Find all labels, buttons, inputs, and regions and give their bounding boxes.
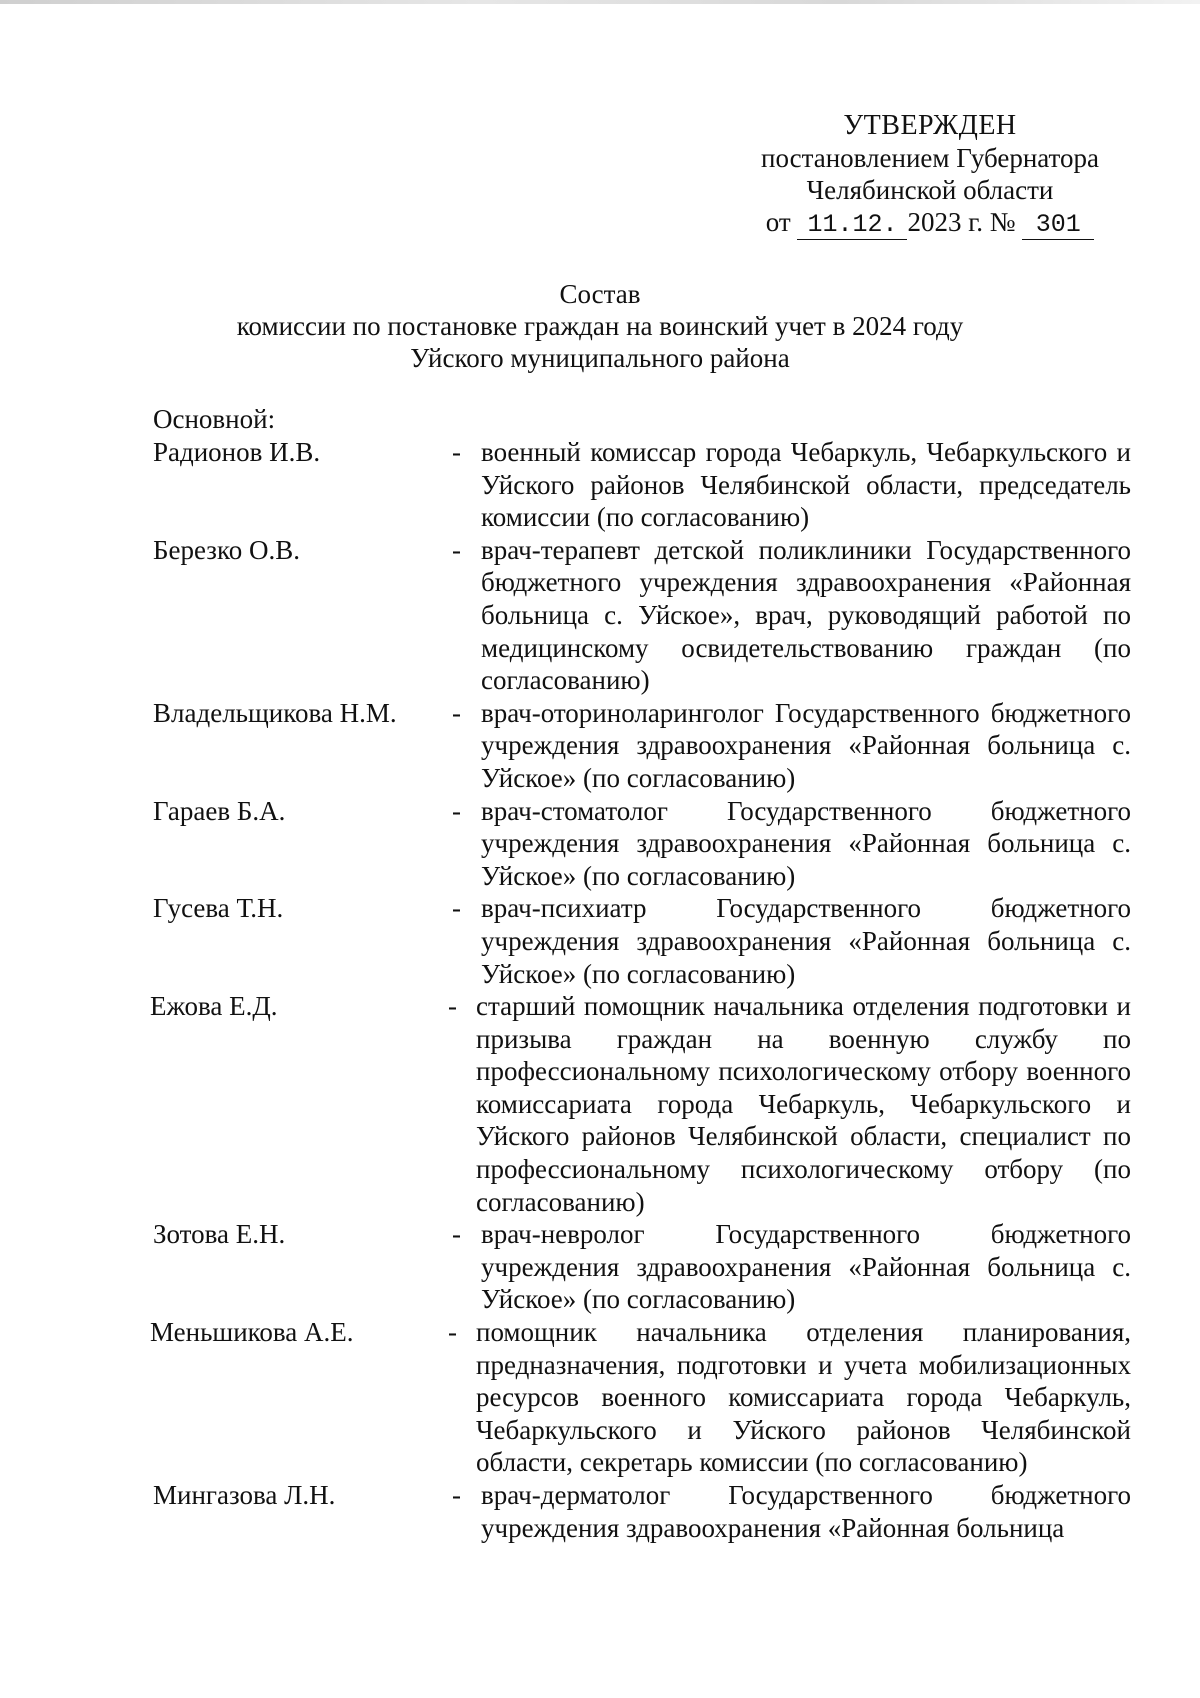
approval-line-2: Челябинской области [806,175,1054,205]
member-dash: - [448,991,457,1022]
title-line-2: комиссии по постановке граждан на воинский учет в 2024 году [236,311,964,341]
member-entry [0,1479,1200,1544]
member-name: Владельщикова Н.М. [153,697,397,728]
member-role: помощник начальника отделения планирования, предназначения, подготовки и учета мобилизационных ресурсов военного комиссариата города Чебаркуль, Чебаркульского и Уйского районов Челябинской области, секретарь комиссии (по согласованию) [476,1317,1131,1478]
approval-stamp: УТВЕРЖДЕН [843,110,1017,141]
member-name: Гусева Т.Н. [153,893,284,924]
member-dash: - [448,1317,457,1348]
member-dash: - [452,437,461,467]
member-entry [0,1218,1200,1316]
member-entry [0,990,1200,1218]
member-dash: - [452,1480,461,1510]
approval-date-line [730,206,1130,240]
member-entry [0,892,1200,990]
member-role: военный комиссар города Чебаркуль, Чебаркульского и Уйского районов Челябинской области, председатель комиссии (по согласованию) [481,437,1131,533]
approval-number: 301 [1022,211,1094,240]
member-dash: - [452,697,461,728]
approval-from-prefix: от [765,207,791,237]
member-dash: - [452,795,461,826]
approval-line-1: постановлением Губернатора [761,143,1099,173]
member-dash: - [452,893,461,924]
member-name: Мингазова Л.Н. [153,1480,336,1510]
member-role: старший помощник начальника отделения подготовки и призыва граждан на военную службу по профессиональному психологическому отбору военного комиссариата города Чебаркуль, Чебаркульского и Уйского районов Челябинской области, специалист по профессиональному психологическому отбору (по согласованию) [476,991,1131,1217]
member-list [0,436,1200,1544]
scan-edge [0,0,1200,4]
section-label: Основной: [153,404,276,434]
member-name: Березко О.В. [153,534,300,565]
member-role: врач-оториноларинголог Государственного бюджетного учреждения здравоохранения «Районная больница с. Уйское» (по согласованию) [481,697,1131,793]
approval-year: 2023 г. № [907,207,1016,237]
member-name: Гараев Б.А. [153,795,286,826]
member-name: Меньшикова А.Е. [150,1317,354,1348]
member-entry [0,1316,1200,1479]
approval-block [730,110,1130,240]
member-entry [0,436,1200,534]
member-name: Зотова Е.Н. [153,1219,286,1250]
member-dash: - [452,1219,461,1250]
title-line-1: Состав [559,279,641,309]
member-role: врач-психиатр Государственного бюджетного учреждения здравоохранения «Районная больница с. Уйское» (по согласованию) [481,893,1131,989]
member-name: Радионов И.В. [153,437,321,467]
member-role: врач-невролог Государственного бюджетного учреждения здравоохранения «Районная больница с. Уйское» (по согласованию) [481,1219,1131,1315]
member-entry [0,697,1200,795]
member-name: Ежова Е.Д. [150,991,278,1022]
member-entry [0,534,1200,697]
approval-date: 11.12. [797,211,907,240]
title-line-3: Уйского муниципального района [410,343,790,373]
member-dash: - [452,534,461,565]
member-role: врач-терапевт детской поликлиники Государственного бюджетного учреждения здравоохранения «Районная больница с. Уйское», врач, руководящий работой по медицинскому освидетельствованию граждан (по согласованию) [481,534,1131,696]
member-entry [0,795,1200,893]
member-role: врач-стоматолог Государственного бюджетного учреждения здравоохранения «Районная больница с. Уйское» (по согласованию) [481,795,1131,891]
member-role: врач-дерматолог Государственного бюджетного учреждения здравоохранения «Районная больница [481,1480,1131,1543]
document-title [150,278,1050,374]
